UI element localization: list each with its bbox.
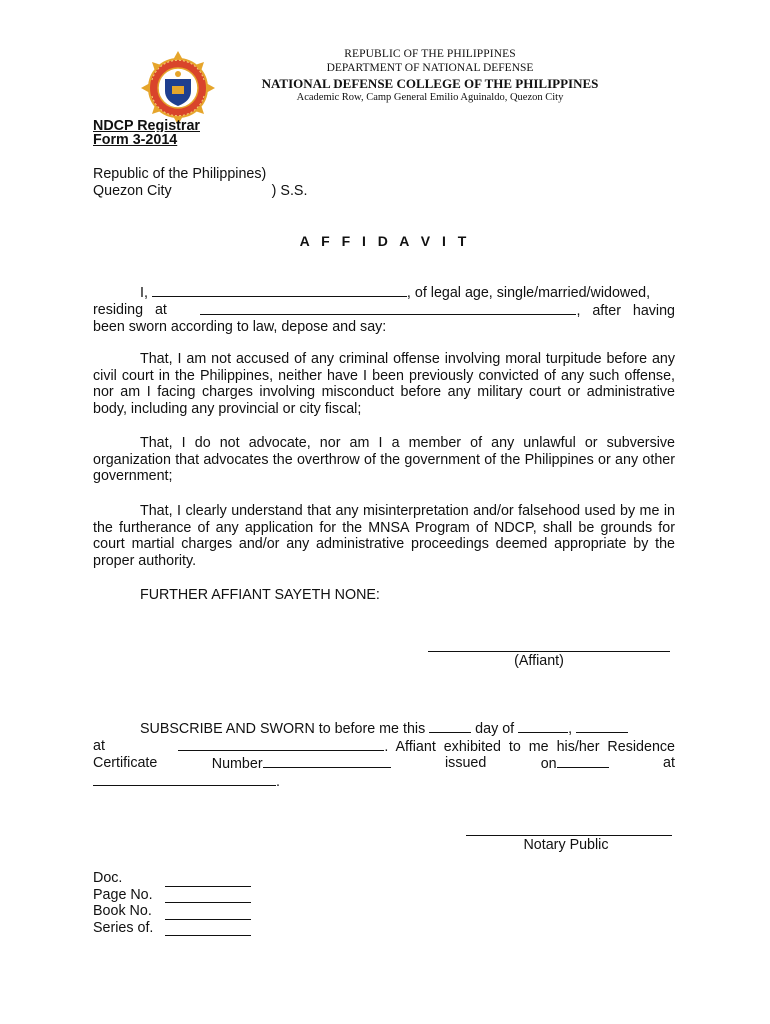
venue-block [93,166,307,199]
venue-city: Quezon City [93,182,172,199]
header-college: NATIONAL DEFENSE COLLEGE OF THE PHILIPPINES [261,76,599,91]
clause-subversive [93,435,675,485]
jurat-line-1 [93,720,675,738]
further-affiant: FURTHER AFFIANT SAYETH NONE: [140,587,380,603]
record-label: Book No. [93,903,152,920]
intro-after-having: , after having [576,302,675,319]
notary-caption: Notary Public [523,837,609,853]
record-doc [93,870,251,887]
document-title: A F F I D A V I T [299,233,471,249]
clause-misinterpretation [93,503,675,569]
notary-signature-line[interactable] [466,835,672,836]
jurat-period: . [276,773,280,790]
jurat-line-2 [93,738,675,756]
jurat-exhibited: . Affiant exhibited to me his/her Residence [384,738,675,755]
issue-place-blank[interactable] [93,773,276,786]
issue-date-blank[interactable] [557,755,609,768]
record-label: Series of. [93,919,154,936]
jurat-on: on [540,756,557,773]
affiant-caption: (Affiant) [514,653,564,669]
jurat-line-3 [93,755,675,773]
record-label: Page No. [93,886,153,903]
intro-paragraph [93,284,675,336]
jurat-at: at [93,737,105,754]
form-number-label: Form 3-2014 [93,132,178,148]
residence-blank[interactable] [200,302,576,315]
record-doc-blank[interactable] [165,874,251,887]
record-label: Doc. [93,870,123,886]
record-book [93,903,251,920]
affiant-name-blank[interactable] [152,284,407,297]
intro-residing: residing at [93,301,167,318]
jurat-at-2: at [663,755,675,772]
clause-text: That, I am not accused of any criminal offense involving moral turpitude before any civil court in the Philippines, neither have I been previously convicted of any such offense, nor am I facing charges involving misconduct before any military court or administrative body, including any provincial or city fiscal; [93,351,675,417]
intro-legal-age: , of legal age, single/married/widowed, [406,285,651,301]
jurat-number: Number [211,756,263,773]
day-blank[interactable] [429,720,471,733]
intro-line-1 [93,284,675,302]
clause-text: That, I do not advocate, nor am I a member of any unlawful or subversive organization that advocates the overthrow of the government of the Philippines or any other government; [93,435,675,485]
place-blank[interactable] [178,738,384,751]
record-series [93,920,251,937]
notarial-records [93,870,251,936]
venue-ss: ) S.S. [271,182,308,199]
month-blank[interactable] [518,720,568,733]
jurat-line-4 [93,773,675,791]
record-book-blank[interactable] [165,907,251,920]
record-page-blank[interactable] [165,890,251,903]
venue-country: Republic of the Philippines) [93,166,267,182]
certificate-number-blank[interactable] [263,755,391,768]
venue-city-row [93,183,307,200]
header-address: Academic Row, Camp General Emilio Aguinaldo, Quezon City [296,92,564,103]
ndcp-seal-icon [137,50,219,126]
record-page [93,887,251,904]
jurat-subscribe: SUBSCRIBE AND SWORN to before me this [140,721,430,737]
clause-text: That, I clearly understand that any misinterpretation and/or falsehood used by me in the furtherance of any application for the MNSA Program of NDCP, shall be grounds for court martial charges and/or any administrative proceedings deemed appropriate by the proper authority. [93,503,675,569]
intro-line-3: been sworn according to law, depose and say: [93,319,387,336]
header-department: DEPARTMENT OF NATIONAL DEFENSE [326,62,534,74]
jurat-certificate: Certificate [93,755,158,772]
affiant-signature-line[interactable] [428,651,670,652]
jurat-issued: issued [445,755,487,772]
jurat-day-of: day of [471,721,519,737]
clause-moral-turpitude [93,351,675,417]
form-registrar-label: NDCP Registrar [93,118,200,132]
header-republic: REPUBLIC OF THE PHILIPPINES [344,48,516,60]
form-reference [93,118,200,149]
record-series-blank[interactable] [165,923,251,936]
intro-line-2 [93,302,675,320]
year-blank[interactable] [576,720,628,733]
jurat-comma: , [568,721,577,737]
intro-i: I, [140,285,152,301]
jurat-block [93,720,675,790]
